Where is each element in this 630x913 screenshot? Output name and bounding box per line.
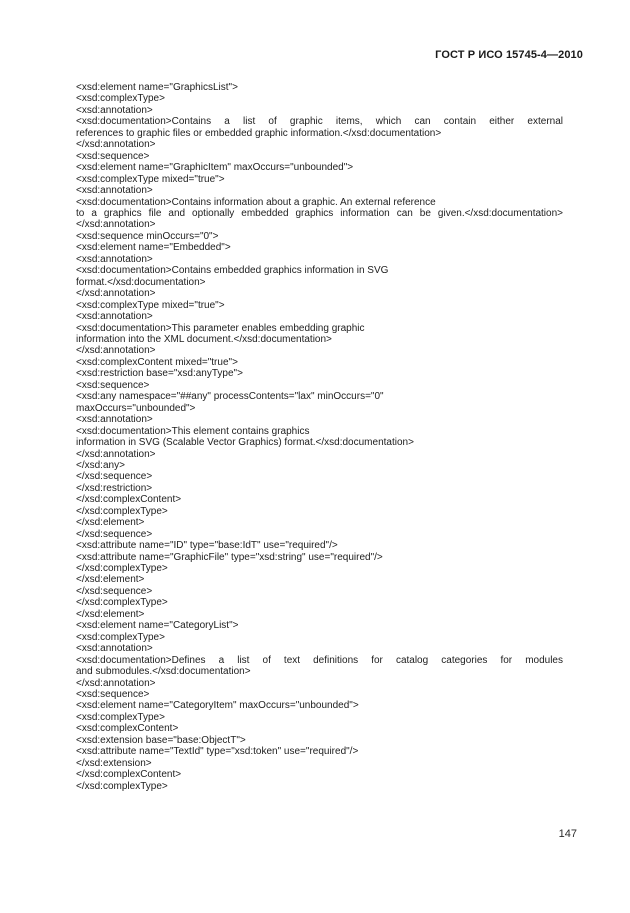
code-line: <xsd:extension base="base:ObjectT">	[76, 734, 246, 746]
code-line: </xsd:complexType>	[76, 780, 168, 792]
code-line: <xsd:documentation>Defines a list of text definitions for catalog categories for modules	[76, 654, 563, 666]
code-line: references to graphic files or embedded graphic information.</xsd:documentation>	[76, 127, 442, 139]
code-line: </xsd:restriction>	[76, 482, 153, 494]
code-line: <xsd:complexType mixed="true">	[76, 299, 225, 311]
code-line: </xsd:complexContent>	[76, 494, 182, 506]
code-line: <xsd:attribute name="TextId" type="xsd:token" use="required"/>	[76, 746, 359, 758]
code-line: </xsd:element>	[76, 517, 145, 529]
code-line: <xsd:element name="CategoryList">	[76, 620, 239, 632]
code-line: </xsd:complexType>	[76, 505, 168, 517]
code-line: </xsd:sequence>	[76, 585, 153, 597]
code-line: </xsd:annotation>	[76, 345, 156, 357]
code-line: <xsd:sequence>	[76, 379, 150, 391]
code-line: <xsd:complexType>	[76, 711, 165, 723]
code-line: </xsd:annotation>	[76, 288, 156, 300]
code-line: <xsd:documentation>Contains information about a graphic. An external reference	[76, 196, 436, 208]
code-line: <xsd:sequence>	[76, 150, 150, 162]
code-line: <xsd:sequence>	[76, 689, 150, 701]
code-line: </xsd:extension>	[76, 757, 152, 769]
code-line: </xsd:annotation>	[76, 448, 156, 460]
code-line: </xsd:element>	[76, 608, 145, 620]
code-line: <xsd:complexType mixed="true">	[76, 173, 225, 185]
code-line: </xsd:complexContent>	[76, 769, 182, 781]
code-line: to a graphics file and optionally embedded graphics information can be given.</xsd:documentation>	[76, 207, 563, 219]
code-line: </xsd:element>	[76, 574, 145, 586]
code-line: <xsd:annotation>	[76, 185, 153, 197]
code-line: <xsd:any namespace="##any" processContents="lax" minOccurs="0"	[76, 391, 384, 403]
standard-designation-header: ГОСТ Р ИСО 15745-4—2010	[435, 49, 583, 61]
code-line: </xsd:any>	[76, 459, 125, 471]
code-line: <xsd:attribute name="GraphicFile" type="xsd:string" use="required"/>	[76, 551, 383, 563]
code-line: <xsd:annotation>	[76, 414, 153, 426]
code-line: <xsd:annotation>	[76, 643, 153, 655]
code-line: </xsd:complexType>	[76, 563, 168, 575]
code-line: <xsd:element name="Embedded">	[76, 242, 231, 254]
code-line: <xsd:documentation>This element contains graphics	[76, 425, 310, 437]
page-number: 147	[558, 828, 577, 840]
code-line: <xsd:attribute name="ID" type="base:IdT" use="required"/>	[76, 540, 338, 552]
code-line: <xsd:element name="GraphicItem" maxOccurs="unbounded">	[76, 162, 354, 174]
code-line: <xsd:element name="CategoryItem" maxOccurs="unbounded">	[76, 700, 359, 712]
code-line: <xsd:annotation>	[76, 253, 153, 265]
code-line: <xsd:sequence minOccurs="0">	[76, 230, 219, 242]
code-line: format.</xsd:documentation>	[76, 276, 206, 288]
code-line: information in SVG (Scalable Vector Graphics) format.</xsd:documentation>	[76, 437, 414, 449]
code-line: </xsd:sequence>	[76, 528, 153, 540]
code-line: <xsd:restriction base="xsd:anyType">	[76, 368, 243, 380]
code-line: <xsd:documentation>Contains embedded graphics information in SVG	[76, 265, 389, 277]
code-line: and submodules.</xsd:documentation>	[76, 666, 251, 678]
code-line: <xsd:complexType>	[76, 631, 165, 643]
code-line: <xsd:documentation>Contains a list of graphic items, which can contain either external	[76, 116, 563, 128]
code-line: maxOccurs="unbounded">	[76, 402, 196, 414]
code-line: </xsd:annotation>	[76, 677, 156, 689]
xsd-code-block	[76, 82, 563, 792]
code-line: <xsd:documentation>This parameter enables embedding graphic	[76, 322, 365, 334]
code-line: <xsd:element name="GraphicsList">	[76, 82, 238, 93]
code-line: </xsd:complexType>	[76, 597, 168, 609]
code-line: </xsd:sequence>	[76, 471, 153, 483]
code-line: <xsd:annotation>	[76, 311, 153, 323]
code-line: </xsd:annotation>	[76, 139, 156, 151]
code-line: <xsd:complexContent>	[76, 723, 179, 735]
code-line: </xsd:annotation>	[76, 219, 156, 231]
code-line: <xsd:complexContent mixed="true">	[76, 356, 238, 368]
code-line: <xsd:complexType>	[76, 93, 165, 105]
code-line: <xsd:annotation>	[76, 104, 153, 116]
code-line: information into the XML document.</xsd:documentation>	[76, 333, 332, 345]
